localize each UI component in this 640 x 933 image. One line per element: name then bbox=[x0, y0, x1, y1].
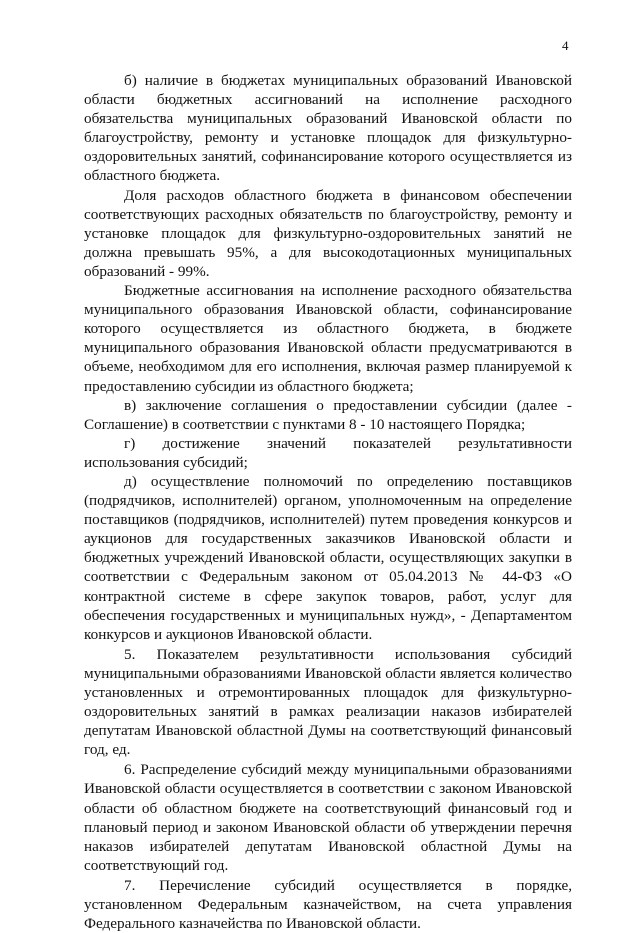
page-number: 4 bbox=[562, 38, 569, 53]
paragraph-7-transfer: 7. Перечисление субсидий осуществляется в порядке, установленном Федеральным казначейством, на счета управления Федерального казначейства по Ивановской области. bbox=[84, 876, 572, 933]
paragraph-d-procurement: д) осуществление полномочий по определению поставщиков (подрядчиков, исполнителей) органом, уполномоченным на определение поставщиков (подрядчиков, исполнителей) путем проведения конкурсов и аукционов для государственных заказчиков Ивановской области и бюджетных учреждений Ивановской области, осуществляющих закупки в соответствии с Федеральным законом от 05.04.2013 № 44-ФЗ «О контрактной системе в сфере закупок товаров, работ, услуг для обеспечения государственных и муниципальных нужд», - Департаментом конкурсов и аукционов Ивановской области. bbox=[84, 472, 572, 643]
paragraph-expense-share: Доля расходов областного бюджета в финансовом обеспечении соответствующих расходных обязательств по благоустройству, ремонту и установке площадок для физкультурно-оздоровительных занятий не должна превышать 95%, а для высокодотационных муниципальных образований - 99%. bbox=[84, 186, 572, 280]
paragraph-b-budget-allocations: б) наличие в бюджетах муниципальных образований Ивановской области бюджетных ассигнований на исполнение расходного обязательства муниципальных образований Ивановской области по благоустройству, ремонту и установке площадок для физкультурно-оздоровительных занятий, софинансирование которого осуществляется из областного бюджета. bbox=[84, 72, 572, 185]
paragraph-v-agreement: в) заключение соглашения о предоставлении субсидии (далее - Соглашение) в соответствии с пунктами 8 - 10 настоящего Порядка; bbox=[84, 396, 572, 433]
paragraph-5-performance-indicator: 5. Показателем результативности использования субсидий муниципальными образованиями Ивановской области является количество установленных и отремонтированных площадок для физкультурно-оздоровительных занятий в рамках реализации наказов избирателей депутатам Ивановской областной Думы на соответствующий финансовый год, ед. bbox=[84, 645, 572, 759]
paragraph-g-indicators: г) достижение значений показателей результативности использования субсидий; bbox=[84, 434, 572, 471]
paragraph-budget-assignments: Бюджетные ассигнования на исполнение расходного обязательства муниципального образования Ивановской области, софинансирование которого осуществляется из областного бюджета, в бюджете муниципального образования Ивановской области предусматриваются в объеме, необходимом для его исполнения, включая размер планируемой к предоставлению субсидии из областного бюджета; bbox=[84, 282, 572, 395]
document-body bbox=[84, 71, 572, 933]
paragraph-6-distribution: 6. Распределение субсидий между муниципальными образованиями Ивановской области осуществляется в соответствии с законом Ивановской области об областном бюджете на соответствующий финансовый год и плановый период и законом Ивановской области об утверждении перечня наказов избирателей депутатам Ивановской областной Думы на соответствующий год. bbox=[84, 761, 572, 874]
